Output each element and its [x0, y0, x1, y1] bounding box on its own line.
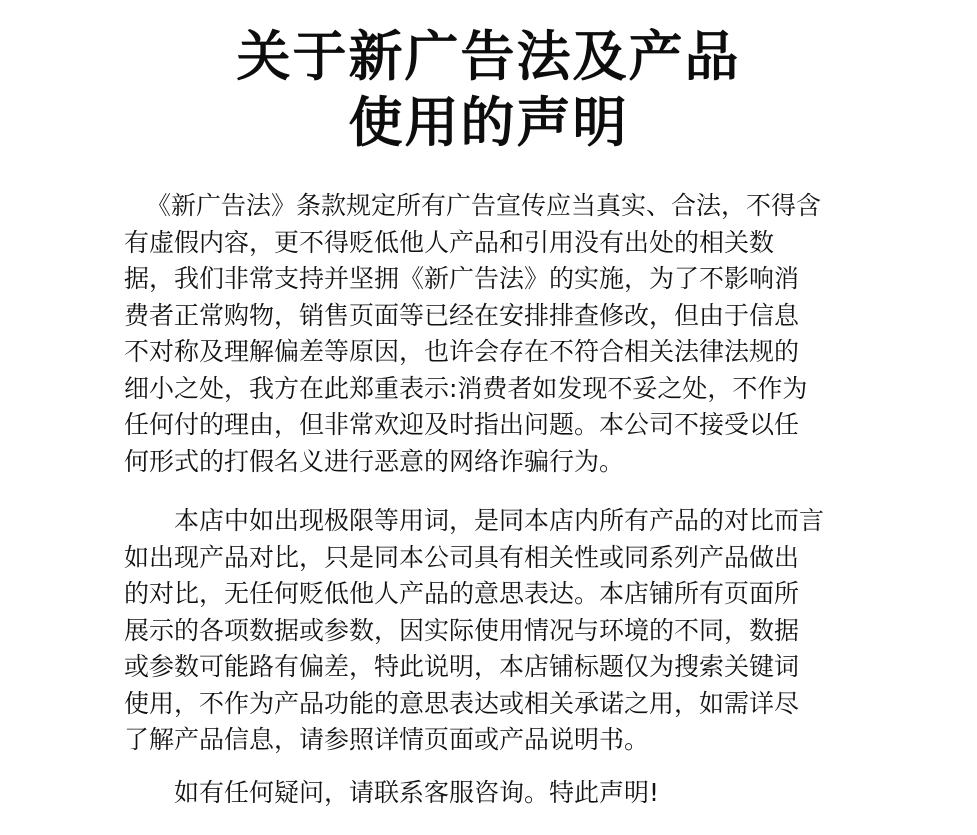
paragraph-1: [124, 188, 859, 480]
paragraph-line: 费者正常购物，销售页面等已经在安排排查修改，但由于信息: [124, 300, 800, 330]
paragraph-line: 何形式的打假名义进行恶意的网络诈骗行为。: [124, 446, 625, 476]
paragraph-line: 使用，不作为产品功能的意思表达或相关承诺之用，如需详尽: [124, 688, 800, 718]
paragraph-line: 有虚假内容，更不得贬低他人产品和引用没有出处的相关数: [124, 227, 775, 257]
paragraph-line: 本店中如出现极限等用词，是同本店内所有产品的对比而言: [174, 506, 825, 535]
paragraph-line: 或参数可能路有偏差，特此说明，本店铺标题仅为搜索关键词: [124, 652, 800, 681]
paragraph-line: 任何付的理由，但非常欢迎及时指出问题。本公司不接受以任: [124, 410, 800, 439]
paragraph-3: [124, 775, 859, 812]
paragraph-line: 了解产品信息，请参照详情页面或产品说明书。: [124, 725, 650, 754]
page-title-line-2: 使用的声明: [348, 90, 629, 154]
paragraph-line: 的对比，无任何贬低他人产品的意思表达。本店铺所有页面所: [124, 579, 800, 608]
paragraph-line: 不对称及理解偏差等原因，也许会存在不符合相关法律法规的: [124, 337, 800, 366]
paragraph-line: 展示的各项数据或参数，因实际使用情况与环境的不同，数据: [124, 615, 800, 645]
page-title-line-1: 关于新广告法及产品: [236, 24, 741, 88]
paragraph-line: 如出现产品对比，只是同本公司具有相关性或同系列产品做出: [124, 542, 800, 572]
paragraph-line: 《新广告法》条款规定所有广告宣传应当真实、合法，不得含: [146, 191, 822, 220]
paragraph-line: 细小之处，我方在此郑重表示:消费者如发现不妥之处，不作为: [124, 373, 808, 403]
paragraph-line: 如有任何疑问，请联系客服咨询。特此声明!: [174, 778, 660, 807]
paragraph-line: 据，我们非常支持并坚拥《新广告法》的实施，为了不影响消: [124, 264, 800, 293]
paragraph-2: [124, 503, 859, 759]
